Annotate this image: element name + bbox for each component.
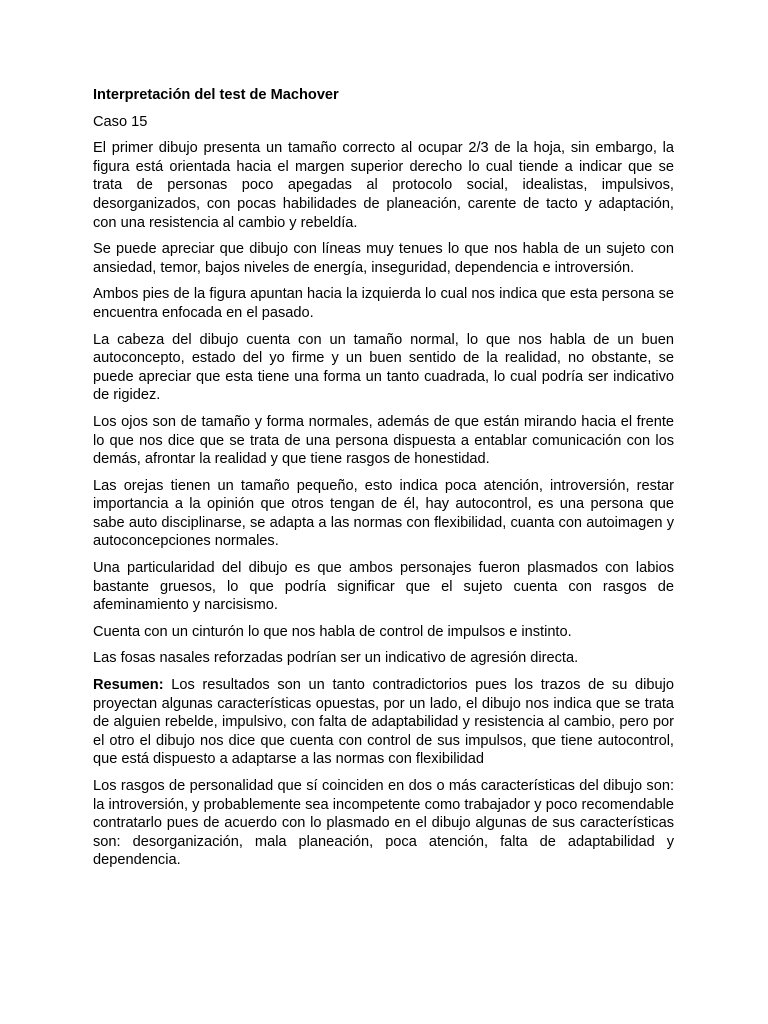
case-number: Caso 15 (93, 113, 148, 130)
paragraph-belt: Cuenta con un cinturón lo que nos habla de control de impulsos e instinto. (93, 623, 572, 640)
paragraph-feet: Ambos pies de la figura apuntan hacia la izquierda lo cual nos indica que esta persona se encuentra enfocada en el pasado. (93, 286, 674, 321)
paragraph-nostrils: Las fosas nasales reforzadas podrían ser un indicativo de agresión directa. (93, 650, 579, 667)
summary-paragraph (93, 676, 674, 769)
paragraph-eyes: Los ojos son de tamaño y forma normales, además de que están mirando hacia el frente lo que nos dice que se trata de una persona dispuesta a entablar comunicación con los demás, afrontar la realidad y que tiene rasgos de honestidad. (93, 413, 674, 468)
summary-label: Resumen: (93, 677, 164, 694)
paragraph-lips: Una particularidad del dibujo es que ambos personajes fueron plasmados con labios bastante gruesos, lo que podría significar que el sujeto cuenta con rasgos de afeminamiento y narcisismo. (93, 560, 674, 614)
paragraph-lines: Se puede apreciar que dibujo con líneas muy tenues lo que nos habla de un sujeto con ansiedad, temor, bajos niveles de energía, inseguridad, dependencia e introversión. (93, 241, 674, 276)
closing-paragraph: Los rasgos de personalidad que sí coinciden en dos o más características del dibujo son: la introversión, y probablemente sea incompetente como trabajador y poco recomendable contratarlo pues de acuerdo con lo plasmado en el dibujo algunas de sus características son: desorganización, mala planeación, poca atención, falta de adaptabilidad y dependencia. (93, 778, 674, 869)
summary-text: Los resultados son un tanto contradictorios pues los trazos de su dibujo proyectan algunas características opuestas, por un lado, el dibujo nos indica que se trata de alguien rebelde, impulsivo, con falta de adaptabilidad y resistencia al cambio, pero por el otro el dibujo nos dice que cuenta con control de sus impulsos, que tiene autocontrol, que está dispuesto a adaptarse a las normas con flexibilidad (93, 677, 674, 768)
paragraph-size-orientation: El primer dibujo presenta un tamaño correcto al ocupar 2/3 de la hoja, sin embargo, la figura está orientada hacia el margen superior derecho lo cual tiende a indicar que se trata de personas poco apegadas al protocolo social, idealistas, impulsivos, desorganizados, con pocas habilidades de planeación, carente de tacto y adaptación, con una resistencia al cambio y rebeldía. (93, 140, 674, 231)
document-page (93, 86, 674, 878)
document-title: Interpretación del test de Machover (93, 87, 339, 103)
paragraph-ears: Las orejas tienen un tamaño pequeño, esto indica poca atención, introversión, restar importancia a la opinión que otros tengan de él, hay autocontrol, es una persona que sabe auto disciplinarse, se adapta a las normas con flexibilidad, cuanta con autoimagen y autoconcepciones normales. (93, 477, 674, 550)
paragraph-head: La cabeza del dibujo cuenta con un tamaño normal, lo que nos habla de un buen autoconcepto, estado del yo firme y un buen sentido de la realidad, no obstante, se puede apreciar que esta tiene una forma un tanto cuadrada, lo cual podría ser indicativo de rigidez. (93, 331, 674, 404)
